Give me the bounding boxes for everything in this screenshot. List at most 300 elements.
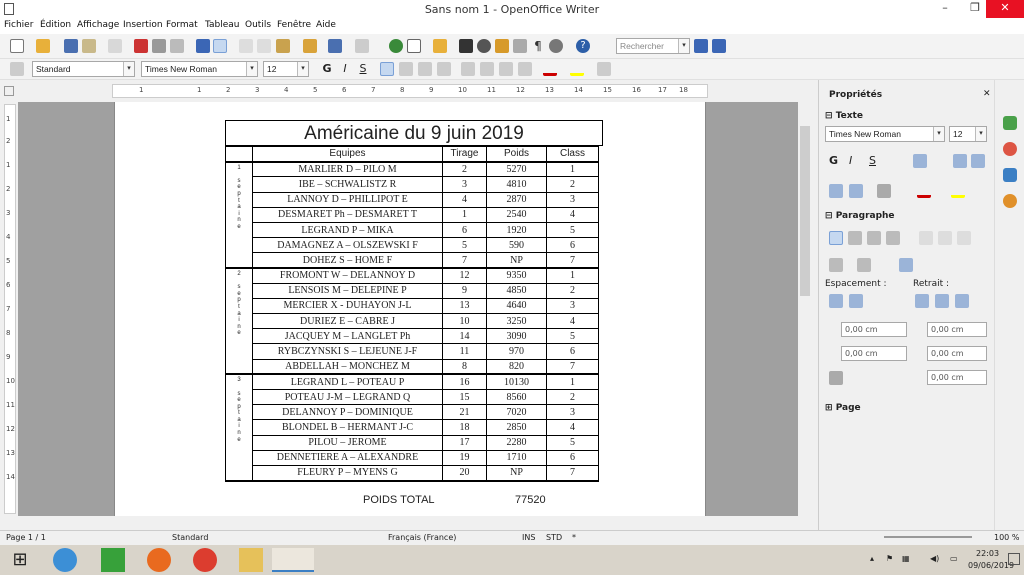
sidebar-size-dropdown-icon[interactable]: ▾ bbox=[975, 127, 986, 141]
draw-icon[interactable] bbox=[433, 39, 447, 53]
table-icon[interactable] bbox=[407, 39, 421, 53]
font-size-select[interactable]: 12 ▾ bbox=[263, 61, 309, 77]
poids-cell[interactable]: 4640 bbox=[487, 298, 547, 313]
font-color-icon[interactable] bbox=[543, 62, 557, 76]
deck-gallery-icon[interactable] bbox=[1003, 168, 1017, 182]
table-row bbox=[226, 314, 599, 329]
table-row bbox=[226, 435, 599, 450]
open-folder-icon[interactable] bbox=[36, 39, 50, 53]
paste-icon[interactable] bbox=[276, 39, 290, 53]
ruler-tick: 8 bbox=[6, 329, 11, 337]
paragraph-section-header[interactable]: ⊟ Paragraphe bbox=[825, 211, 895, 221]
sidebar-numbering-icon[interactable] bbox=[857, 258, 871, 272]
ruler-tick: 4 bbox=[284, 86, 289, 94]
poids-cell[interactable]: 3090 bbox=[487, 329, 547, 344]
menu-edition[interactable]: Édition bbox=[40, 20, 72, 30]
vertical-scrollbar[interactable] bbox=[798, 82, 812, 514]
team-cell[interactable]: LANNOY D – PHILLIPOT E bbox=[253, 192, 443, 207]
header-class: Class bbox=[547, 147, 599, 162]
standard-toolbar bbox=[0, 34, 1024, 59]
page-section-header[interactable]: ⊞ Page bbox=[825, 403, 861, 413]
tirage-cell[interactable]: 4 bbox=[443, 192, 487, 207]
ruler-tick: 10 bbox=[6, 377, 15, 385]
sidebar-shadow-icon[interactable] bbox=[913, 154, 927, 168]
print-icon[interactable] bbox=[152, 39, 166, 53]
class-cell[interactable]: 1 bbox=[547, 268, 599, 283]
tirage-cell[interactable]: 9 bbox=[443, 283, 487, 298]
table-header-row bbox=[226, 147, 599, 162]
navigator-icon[interactable] bbox=[477, 39, 491, 53]
tirage-cell[interactable]: 5 bbox=[443, 238, 487, 253]
help-icon[interactable]: ? bbox=[576, 39, 590, 53]
class-cell[interactable]: 5 bbox=[547, 435, 599, 450]
menu-fenetre[interactable]: Fenêtre bbox=[277, 20, 312, 30]
menu-bar bbox=[0, 18, 1024, 34]
ruler-tick: 1 bbox=[6, 161, 11, 169]
team-cell[interactable]: FROMONT W – DELANNOY D bbox=[253, 268, 443, 283]
sidebar-vertical-align-icon[interactable] bbox=[957, 231, 971, 245]
sidebar-align-center-icon[interactable] bbox=[848, 231, 862, 245]
team-cell[interactable]: POTEAU J-M – LEGRAND Q bbox=[253, 390, 443, 405]
class-cell[interactable]: 6 bbox=[547, 238, 599, 253]
ruler-tick: 1 bbox=[139, 86, 144, 94]
sidebar-increase-indent-icon[interactable] bbox=[915, 294, 929, 308]
italic-icon[interactable]: I bbox=[343, 62, 347, 75]
team-cell[interactable]: DOHEZ S – HOME F bbox=[253, 253, 443, 268]
menu-outils[interactable]: Outils bbox=[245, 20, 272, 30]
indent-before-field[interactable]: 0,00 cm bbox=[927, 322, 987, 337]
tirage-cell[interactable]: 10 bbox=[443, 314, 487, 329]
redo-icon[interactable] bbox=[355, 39, 369, 53]
team-cell[interactable]: DESMARET Ph – DESMARET T bbox=[253, 207, 443, 222]
zoom-slider[interactable] bbox=[884, 536, 972, 538]
group-label: 1 s e p t a i n e bbox=[226, 162, 253, 268]
tirage-cell[interactable]: 2 bbox=[443, 162, 487, 177]
ruler-tick: 7 bbox=[6, 305, 11, 313]
align-right-icon[interactable] bbox=[418, 62, 432, 76]
poids-cell[interactable]: 2280 bbox=[487, 435, 547, 450]
header-equipes: Equipes bbox=[253, 147, 443, 162]
pilcrow-icon[interactable]: ¶ bbox=[534, 39, 542, 53]
class-cell[interactable]: 7 bbox=[547, 359, 599, 374]
ruler-tick: 18 bbox=[679, 86, 688, 94]
table-row bbox=[226, 344, 599, 359]
poids-cell[interactable]: 10130 bbox=[487, 374, 547, 389]
sidebar-bold-icon[interactable]: G bbox=[829, 154, 839, 167]
windows-taskbar bbox=[0, 545, 1024, 575]
sidebar-decrease-spacing-icon[interactable] bbox=[849, 294, 863, 308]
poids-cell[interactable]: 590 bbox=[487, 238, 547, 253]
team-cell[interactable]: PILOU – JEROME bbox=[253, 435, 443, 450]
bold-icon[interactable]: G bbox=[322, 62, 332, 75]
tirage-cell[interactable]: 20 bbox=[443, 465, 487, 480]
total-value: 77520 bbox=[515, 494, 546, 506]
poids-cell[interactable]: 1920 bbox=[487, 222, 547, 237]
properties-sidebar bbox=[818, 80, 994, 530]
document-canvas[interactable] bbox=[18, 102, 798, 516]
sidebar-superscript-icon[interactable] bbox=[953, 154, 967, 168]
poids-cell[interactable]: 9350 bbox=[487, 268, 547, 283]
menu-affichage[interactable]: Affichage bbox=[77, 20, 120, 30]
tray-volume-icon[interactable]: ◀) bbox=[930, 554, 940, 563]
group-label: 2 s e p t a i n e bbox=[226, 268, 253, 374]
tray-flag-icon[interactable]: ⚑ bbox=[886, 554, 894, 563]
header-blank bbox=[226, 147, 253, 162]
sidebar-spacing-icon[interactable] bbox=[877, 184, 891, 198]
team-cell[interactable]: FLEURY P – MYENS G bbox=[253, 465, 443, 480]
tirage-cell[interactable]: 12 bbox=[443, 268, 487, 283]
menu-fichier[interactable]: Fichier bbox=[4, 20, 34, 30]
sidebar-ltr-icon[interactable] bbox=[919, 231, 933, 245]
group-label: 3 s e p t a i n e bbox=[226, 374, 253, 480]
ruler-tick: 6 bbox=[342, 86, 347, 94]
justify-icon[interactable] bbox=[437, 62, 451, 76]
header-tirage: Tirage bbox=[443, 147, 487, 162]
team-cell[interactable]: BLONDEL B – HERMANT J-C bbox=[253, 420, 443, 435]
class-cell[interactable]: 6 bbox=[547, 344, 599, 359]
sidebar-size-select[interactable]: 12 ▾ bbox=[949, 126, 987, 142]
ruler-tick: 2 bbox=[6, 185, 11, 193]
table-row bbox=[226, 359, 599, 374]
menu-aide[interactable]: Aide bbox=[316, 20, 336, 30]
tirage-cell[interactable]: 15 bbox=[443, 390, 487, 405]
sidebar-underline-icon[interactable]: S bbox=[869, 154, 876, 167]
status-zoom[interactable]: 100 % bbox=[994, 533, 1020, 542]
new-document-icon[interactable] bbox=[10, 39, 24, 53]
table-row bbox=[226, 238, 599, 253]
file-explorer-icon[interactable] bbox=[239, 548, 263, 572]
team-cell[interactable]: MERCIER X - DUHAYON J-L bbox=[253, 298, 443, 313]
find-previous-icon[interactable] bbox=[712, 39, 726, 53]
background-color-icon[interactable] bbox=[597, 62, 611, 76]
find-replace-icon[interactable] bbox=[459, 39, 473, 53]
table-row bbox=[226, 192, 599, 207]
table-row bbox=[226, 177, 599, 192]
class-cell[interactable]: 3 bbox=[547, 192, 599, 207]
document-title: Américaine du 9 juin 2019 bbox=[225, 120, 603, 146]
chrome-icon[interactable] bbox=[193, 548, 217, 572]
hyperlink-icon[interactable] bbox=[389, 39, 403, 53]
poids-cell[interactable]: 970 bbox=[487, 344, 547, 359]
title-bar bbox=[0, 0, 1024, 18]
firefox-icon[interactable] bbox=[147, 548, 171, 572]
class-cell[interactable]: 2 bbox=[547, 390, 599, 405]
tirage-cell[interactable]: 6 bbox=[443, 222, 487, 237]
sidebar-hanging-indent-icon[interactable] bbox=[955, 294, 969, 308]
print-preview-icon[interactable] bbox=[170, 39, 184, 53]
status-selection-mode[interactable]: STD bbox=[546, 533, 563, 542]
class-cell[interactable]: 1 bbox=[547, 374, 599, 389]
numbering-icon[interactable] bbox=[461, 62, 475, 76]
undo-icon[interactable] bbox=[328, 39, 342, 53]
ruler-tick: 8 bbox=[400, 86, 405, 94]
ruler-tick: 11 bbox=[6, 401, 15, 409]
sidebar-shrink-font-icon[interactable] bbox=[849, 184, 863, 198]
vertical-ruler[interactable] bbox=[4, 104, 16, 514]
table-row bbox=[226, 420, 599, 435]
ruler-tick: 16 bbox=[632, 86, 641, 94]
close-button[interactable]: ✕ bbox=[986, 0, 1024, 18]
class-cell[interactable]: 4 bbox=[547, 314, 599, 329]
ruler-tick: 1 bbox=[197, 86, 202, 94]
notifications-icon[interactable] bbox=[1008, 553, 1020, 565]
tray-keyboard-icon[interactable]: ▭ bbox=[950, 554, 958, 563]
team-cell[interactable]: DURIEZ E – CABRE J bbox=[253, 314, 443, 329]
tirage-cell[interactable]: 19 bbox=[443, 450, 487, 465]
sidebar-align-left-icon[interactable] bbox=[829, 231, 843, 245]
class-cell[interactable]: 3 bbox=[547, 298, 599, 313]
save-icon[interactable] bbox=[64, 39, 78, 53]
deck-properties-icon[interactable] bbox=[1003, 116, 1017, 130]
edge-icon[interactable] bbox=[53, 548, 77, 572]
team-cell[interactable]: IBE – SCHWALISTZ R bbox=[253, 177, 443, 192]
menu-insertion[interactable]: Insertion bbox=[123, 20, 163, 30]
tirage-cell[interactable]: 11 bbox=[443, 344, 487, 359]
results-table[interactable] bbox=[225, 146, 599, 482]
table-row bbox=[226, 207, 599, 222]
sidebar-line-spacing-icon[interactable] bbox=[829, 371, 843, 385]
ruler-tick: 9 bbox=[6, 353, 11, 361]
tray-time[interactable]: 22:03 bbox=[976, 549, 1000, 558]
sidebar-font-select[interactable]: Times New Roman ▾ bbox=[825, 126, 945, 142]
increase-indent-icon[interactable] bbox=[518, 62, 532, 76]
table-row bbox=[226, 298, 599, 313]
ruler-tick: 11 bbox=[487, 86, 496, 94]
poids-cell[interactable]: NP bbox=[487, 465, 547, 480]
ruler-tick: 14 bbox=[6, 473, 15, 481]
poids-cell[interactable]: 5270 bbox=[487, 162, 547, 177]
minimize-button[interactable]: – bbox=[942, 1, 948, 14]
status-page: Page 1 / 1 bbox=[6, 533, 46, 542]
poids-cell[interactable]: 4810 bbox=[487, 177, 547, 192]
team-cell[interactable]: RYBCZYNSKI S – LEJEUNE J-F bbox=[253, 344, 443, 359]
ruler-tick: 2 bbox=[226, 86, 231, 94]
highlight-icon[interactable] bbox=[570, 62, 584, 76]
team-cell[interactable]: LEGRAND L – POTEAU P bbox=[253, 374, 443, 389]
poids-cell[interactable]: 8560 bbox=[487, 390, 547, 405]
window-title: Sans nom 1 - OpenOffice Writer bbox=[424, 3, 600, 16]
table-row bbox=[226, 465, 599, 480]
data-sources-icon[interactable] bbox=[513, 39, 527, 53]
poids-cell[interactable]: 4850 bbox=[487, 283, 547, 298]
table-row bbox=[226, 222, 599, 237]
menu-format[interactable]: Format bbox=[166, 20, 198, 30]
first-line-indent-field[interactable]: 0,00 cm bbox=[927, 370, 987, 385]
ruler-tick: 13 bbox=[6, 449, 15, 457]
align-left-icon[interactable] bbox=[380, 62, 394, 76]
class-cell[interactable]: 7 bbox=[547, 465, 599, 480]
ruler-tick: 9 bbox=[429, 86, 434, 94]
font-dropdown-icon[interactable]: ▾ bbox=[246, 62, 257, 76]
copy-icon[interactable] bbox=[257, 39, 271, 53]
class-cell[interactable]: 4 bbox=[547, 420, 599, 435]
sidebar-title: Propriétés bbox=[829, 90, 883, 100]
deck-styles-icon[interactable] bbox=[1003, 142, 1017, 156]
ruler-tick: 6 bbox=[6, 281, 11, 289]
email-icon[interactable] bbox=[82, 39, 96, 53]
style-dropdown-icon[interactable]: ▾ bbox=[123, 62, 134, 76]
sidebar-grow-font-icon[interactable] bbox=[829, 184, 843, 198]
ruler-tick: 5 bbox=[313, 86, 318, 94]
tray-chevron-icon[interactable]: ▴ bbox=[870, 554, 875, 563]
tirage-cell[interactable]: 8 bbox=[443, 359, 487, 374]
tirage-cell[interactable]: 17 bbox=[443, 435, 487, 450]
tab-stop-selector[interactable] bbox=[4, 86, 14, 96]
sidebar-decrease-indent-icon[interactable] bbox=[935, 294, 949, 308]
spacing-above-field[interactable]: 0,00 cm bbox=[841, 322, 907, 337]
spellcheck-icon[interactable] bbox=[196, 39, 210, 53]
total-label: POIDS TOTAL bbox=[363, 494, 435, 506]
paragraph-style-select[interactable]: Standard ▾ bbox=[32, 61, 135, 77]
poids-cell[interactable]: 3250 bbox=[487, 314, 547, 329]
ruler-tick: 4 bbox=[6, 233, 11, 241]
team-cell[interactable]: MARLIER D – PILO M bbox=[253, 162, 443, 177]
document-page[interactable] bbox=[114, 102, 706, 516]
table-row bbox=[226, 374, 599, 389]
class-cell[interactable]: 5 bbox=[547, 222, 599, 237]
spacing-below-field[interactable]: 0,00 cm bbox=[841, 346, 907, 361]
class-cell[interactable]: 6 bbox=[547, 450, 599, 465]
poids-cell[interactable]: 2870 bbox=[487, 192, 547, 207]
formatting-toolbar bbox=[0, 59, 1024, 80]
edit-file-icon[interactable] bbox=[108, 39, 122, 53]
team-cell[interactable]: DAMAGNEZ A – OLSZEWSKI F bbox=[253, 238, 443, 253]
tirage-cell[interactable]: 14 bbox=[443, 329, 487, 344]
ruler-tick: 12 bbox=[6, 425, 15, 433]
sidebar-subscript-icon[interactable] bbox=[971, 154, 985, 168]
header-poids: Poids bbox=[487, 147, 547, 162]
gallery-icon[interactable] bbox=[495, 39, 509, 53]
ruler-tick: 12 bbox=[516, 86, 525, 94]
poids-cell[interactable]: 820 bbox=[487, 359, 547, 374]
tirage-cell[interactable]: 7 bbox=[443, 253, 487, 268]
team-cell[interactable]: DELANNOY P – DOMINIQUE bbox=[253, 405, 443, 420]
align-center-icon[interactable] bbox=[399, 62, 413, 76]
cut-icon[interactable] bbox=[239, 39, 253, 53]
search-input[interactable]: Rechercher ▾ bbox=[616, 38, 690, 54]
status-bar bbox=[0, 530, 1024, 545]
sidebar-paragraph-bg-icon[interactable] bbox=[899, 258, 913, 272]
status-modified: * bbox=[572, 533, 576, 542]
start-icon[interactable]: ⊞ bbox=[12, 549, 28, 570]
status-style[interactable]: Standard bbox=[172, 533, 209, 542]
sidebar-deck bbox=[994, 80, 1024, 530]
text-section-header[interactable]: ⊟ Texte bbox=[825, 111, 863, 121]
table-row bbox=[226, 283, 599, 298]
ruler-tick: 13 bbox=[545, 86, 554, 94]
ruler-tick: 2 bbox=[6, 137, 11, 145]
find-next-icon[interactable] bbox=[694, 39, 708, 53]
class-cell[interactable]: 2 bbox=[547, 177, 599, 192]
spacing-label: Espacement : bbox=[825, 279, 887, 289]
class-cell[interactable]: 1 bbox=[547, 162, 599, 177]
size-dropdown-icon[interactable]: ▾ bbox=[297, 62, 308, 76]
ruler-tick: 14 bbox=[574, 86, 583, 94]
sidebar-bullets-icon[interactable] bbox=[829, 258, 843, 272]
tirage-cell[interactable]: 3 bbox=[443, 177, 487, 192]
sidebar-align-right-icon[interactable] bbox=[867, 231, 881, 245]
team-cell[interactable]: JACQUEY M – LANGLET Ph bbox=[253, 329, 443, 344]
tray-network-icon[interactable]: ▦ bbox=[902, 554, 910, 563]
poids-cell[interactable]: 2850 bbox=[487, 420, 547, 435]
tirage-cell[interactable]: 18 bbox=[443, 420, 487, 435]
poids-cell[interactable]: 2540 bbox=[487, 207, 547, 222]
underline-icon[interactable]: S bbox=[359, 62, 367, 75]
autospellcheck-icon[interactable] bbox=[213, 39, 227, 53]
poids-cell[interactable]: 1710 bbox=[487, 450, 547, 465]
class-cell[interactable]: 4 bbox=[547, 207, 599, 222]
ruler-tick: 7 bbox=[371, 86, 376, 94]
deck-navigator-icon[interactable] bbox=[1003, 194, 1017, 208]
sidebar-highlight-icon[interactable] bbox=[951, 184, 965, 198]
class-cell[interactable]: 7 bbox=[547, 253, 599, 268]
team-cell[interactable]: LEGRAND P – MIKA bbox=[253, 222, 443, 237]
sidebar-justify-icon[interactable] bbox=[886, 231, 900, 245]
class-cell[interactable]: 3 bbox=[547, 405, 599, 420]
decrease-indent-icon[interactable] bbox=[499, 62, 513, 76]
ruler-tick: 3 bbox=[6, 209, 11, 217]
tirage-cell[interactable]: 21 bbox=[443, 405, 487, 420]
team-cell[interactable]: LENSOIS M – DELEPINE P bbox=[253, 283, 443, 298]
ruler-tick: 10 bbox=[458, 86, 467, 94]
team-cell[interactable]: DENNETIERE A – ALEXANDRE bbox=[253, 450, 443, 465]
bullets-icon[interactable] bbox=[480, 62, 494, 76]
ruler-tick: 5 bbox=[6, 257, 11, 265]
sidebar-font-dropdown-icon[interactable]: ▾ bbox=[933, 127, 944, 141]
writer-taskbar-icon[interactable] bbox=[272, 548, 314, 572]
team-cell[interactable]: ABDELLAH – MONCHEZ M bbox=[253, 359, 443, 374]
horizontal-scrollbar[interactable] bbox=[0, 516, 800, 528]
horizontal-ruler[interactable] bbox=[112, 84, 708, 98]
ruler-tick: 1 bbox=[6, 115, 11, 123]
table-row bbox=[226, 405, 599, 420]
export-pdf-icon[interactable] bbox=[134, 39, 148, 53]
status-insert-mode[interactable]: INS bbox=[522, 533, 536, 542]
table-row bbox=[226, 450, 599, 465]
sidebar-italic-icon[interactable]: I bbox=[849, 154, 853, 167]
class-cell[interactable]: 2 bbox=[547, 283, 599, 298]
tray-date[interactable]: 09/06/2019 bbox=[968, 561, 1015, 570]
tirage-cell[interactable]: 13 bbox=[443, 298, 487, 313]
ruler-tick: 15 bbox=[603, 86, 612, 94]
table-row bbox=[226, 268, 599, 283]
table-row bbox=[226, 253, 599, 268]
store-icon[interactable] bbox=[101, 548, 125, 572]
search-dropdown-icon[interactable]: ▾ bbox=[678, 39, 689, 53]
sidebar-close-button[interactable]: ✕ bbox=[983, 89, 991, 99]
menu-tableau[interactable]: Tableau bbox=[205, 20, 240, 30]
zoom-icon[interactable] bbox=[549, 39, 563, 53]
indent-after-field[interactable]: 0,00 cm bbox=[927, 346, 987, 361]
sidebar-rtl-icon[interactable] bbox=[938, 231, 952, 245]
class-cell[interactable]: 5 bbox=[547, 329, 599, 344]
ruler-tick: 17 bbox=[658, 86, 667, 94]
sidebar-increase-spacing-icon[interactable] bbox=[829, 294, 843, 308]
tirage-cell[interactable]: 1 bbox=[443, 207, 487, 222]
styles-icon[interactable] bbox=[10, 62, 24, 76]
vertical-scroll-thumb[interactable] bbox=[800, 126, 810, 296]
poids-cell[interactable]: 7020 bbox=[487, 405, 547, 420]
table-row bbox=[226, 329, 599, 344]
poids-cell[interactable]: NP bbox=[487, 253, 547, 268]
maximize-button[interactable]: ❐ bbox=[970, 1, 980, 14]
table-row bbox=[226, 162, 599, 177]
status-language[interactable]: Français (France) bbox=[388, 533, 457, 542]
tirage-cell[interactable]: 16 bbox=[443, 374, 487, 389]
font-name-select[interactable]: Times New Roman ▾ bbox=[141, 61, 258, 77]
sidebar-font-color-icon[interactable] bbox=[917, 184, 931, 198]
clone-format-icon[interactable] bbox=[303, 39, 317, 53]
